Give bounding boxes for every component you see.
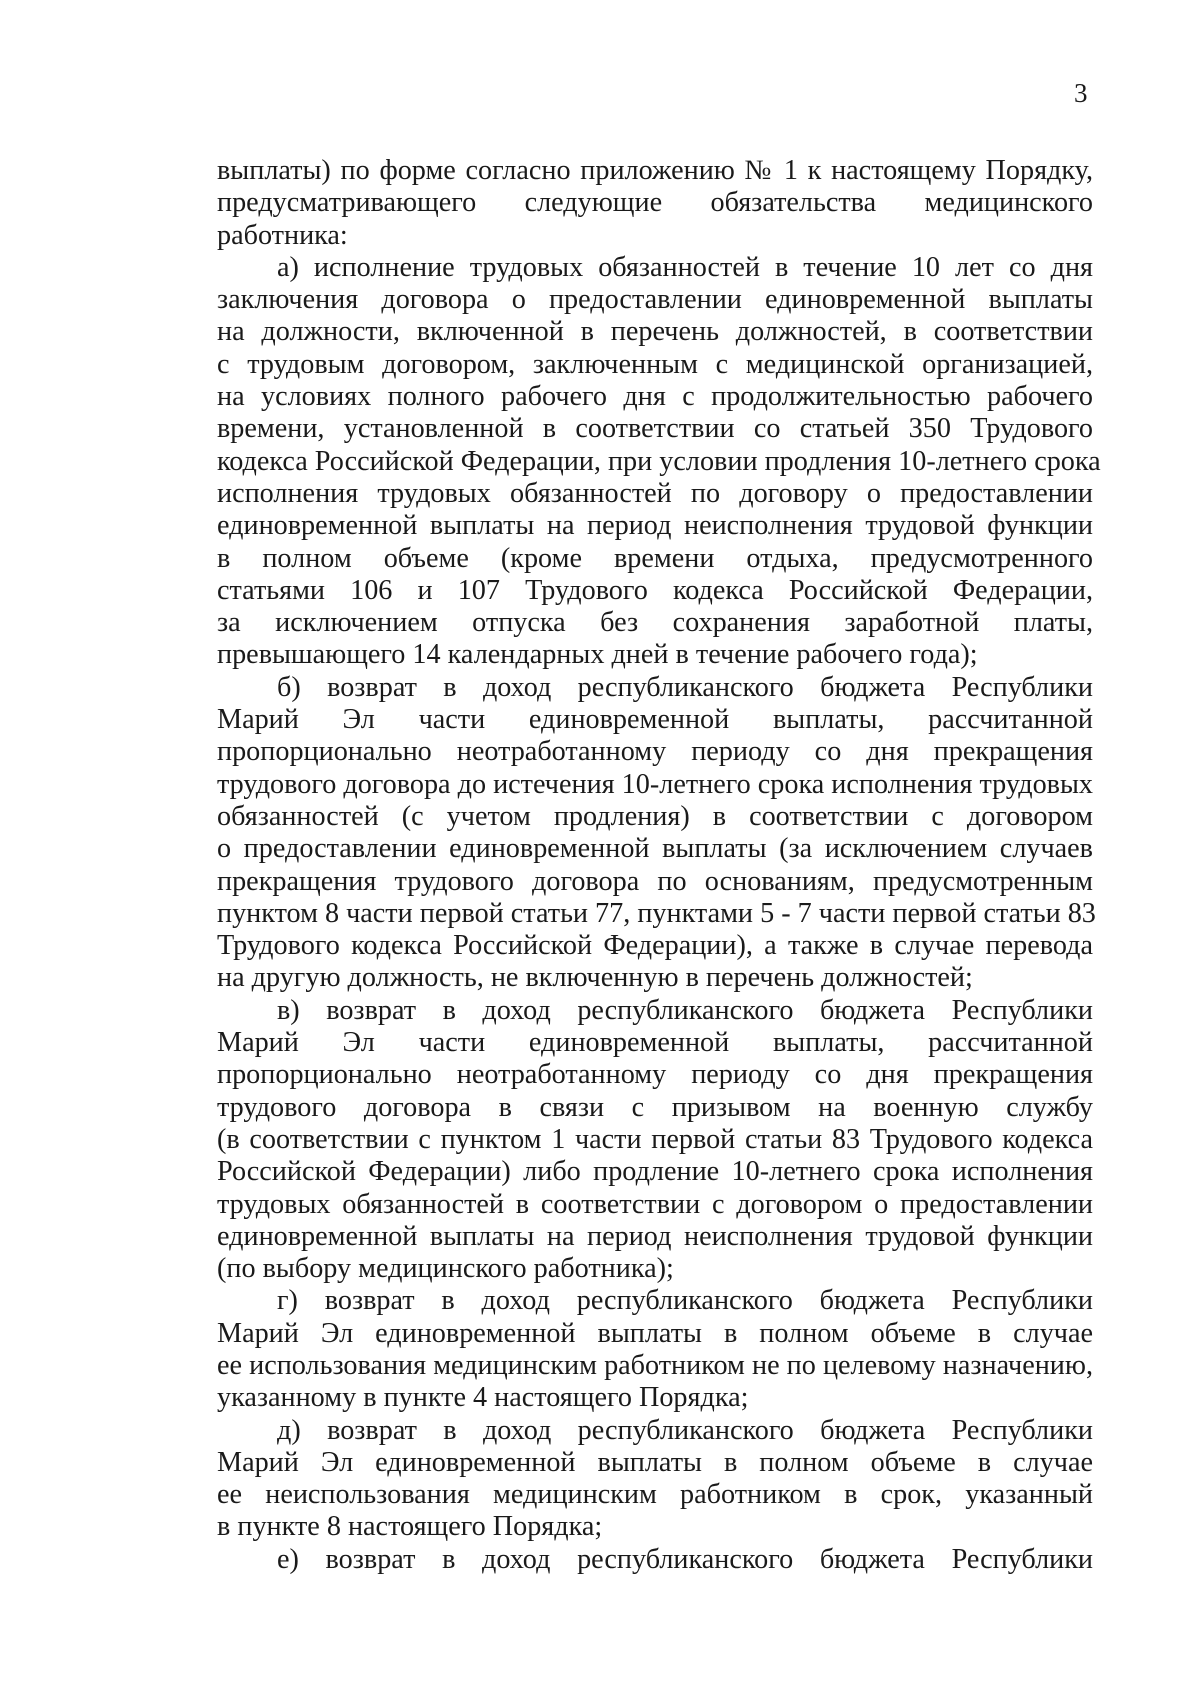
text-line: на другую должность, не включенную в перечень должностей; bbox=[217, 962, 973, 994]
text-line: пропорционально неотработанному периоду со дня прекращения bbox=[217, 736, 1093, 768]
text-line: Трудового кодекса Российской Федерации), а также в случае перевода bbox=[217, 930, 1093, 962]
text-line: б) возврат в доход республиканского бюджета Республики bbox=[277, 671, 1093, 703]
text-line: (в соответствии с пунктом 1 части первой статьи 83 Трудового кодекса bbox=[217, 1123, 1093, 1155]
text-line: времени, установленной в соответствии со статьей 350 Трудового bbox=[217, 413, 1093, 445]
text-line: предусматривающего следующие обязательства медицинского bbox=[217, 187, 1093, 219]
text-line: работника: bbox=[217, 219, 348, 251]
text-line: Марий Эл части единовременной выплаты, рассчитанной bbox=[217, 704, 1093, 736]
text-line: заключения договора о предоставлении единовременной выплаты bbox=[217, 284, 1093, 316]
text-line: пунктом 8 части первой статьи 77, пунктами 5 - 7 части первой статьи 83 bbox=[217, 897, 1096, 929]
text-line: (по выбору медицинского работника); bbox=[217, 1253, 674, 1285]
paragraph-intro bbox=[217, 155, 1093, 252]
text-line: статьями 106 и 107 Трудового кодекса Российской Федерации, bbox=[217, 574, 1093, 606]
text-line: кодекса Российской Федерации, при условии продления 10-летнего срока bbox=[217, 445, 1101, 477]
text-line: превышающего 14 календарных дней в течение рабочего года); bbox=[217, 639, 978, 671]
text-line: обязанностей (с учетом продления) в соответствии с договором bbox=[217, 800, 1093, 832]
text-line: в) возврат в доход республиканского бюджета Республики bbox=[277, 994, 1093, 1026]
text-line: Марий Эл единовременной выплаты в полном объеме в случае bbox=[217, 1446, 1093, 1478]
text-line: на должности, включенной в перечень должностей, в соответствии bbox=[217, 316, 1093, 348]
text-line: г) возврат в доход республиканского бюджета Республики bbox=[277, 1285, 1093, 1317]
text-line: исполнения трудовых обязанностей по договору о предоставлении bbox=[217, 477, 1093, 509]
paragraph-item-g bbox=[217, 1285, 1093, 1414]
text-line: Марий Эл единовременной выплаты в полном объеме в случае bbox=[217, 1317, 1093, 1349]
text-line: в полном объеме (кроме времени отдыха, предусмотренного bbox=[217, 542, 1093, 574]
paragraph-item-d bbox=[217, 1415, 1093, 1544]
text-line: указанному в пункте 4 настоящего Порядка; bbox=[217, 1382, 749, 1414]
text-line: в пункте 8 настоящего Порядка; bbox=[217, 1511, 603, 1543]
text-line: о предоставлении единовременной выплаты (за исключением случаев bbox=[217, 833, 1093, 865]
text-line: ее неиспользования медицинским работником в срок, указанный bbox=[217, 1479, 1093, 1511]
text-line: трудовых обязанностей в соответствии с договором о предоставлении bbox=[217, 1188, 1093, 1220]
paragraph-item-a bbox=[217, 251, 1101, 672]
page-number: 3 bbox=[1074, 78, 1088, 108]
paragraph-item-v bbox=[217, 995, 1093, 1286]
text-line: единовременной выплаты на период неисполнения трудовой функции bbox=[217, 1220, 1093, 1252]
text-line: а) исполнение трудовых обязанностей в течение 10 лет со дня bbox=[277, 251, 1093, 283]
text-line: трудового договора в связи с призывом на военную службу bbox=[217, 1091, 1093, 1123]
text-line: выплаты) по форме согласно приложению № 1 к настоящему Порядку, bbox=[217, 155, 1093, 186]
text-line: трудового договора до истечения 10-летнего срока исполнения трудовых bbox=[217, 768, 1093, 800]
text-line: Марий Эл части единовременной выплаты, рассчитанной bbox=[217, 1027, 1093, 1059]
text-line: д) возврат в доход республиканского бюджета Республики bbox=[277, 1414, 1093, 1446]
paragraph-item-b bbox=[217, 671, 1096, 995]
paragraph-item-e bbox=[217, 1544, 1093, 1576]
text-line: Российской Федерации) либо продление 10-летнего срока исполнения bbox=[217, 1156, 1093, 1188]
document-body bbox=[217, 155, 1101, 1576]
text-line: на условиях полного рабочего дня с продолжительностью рабочего bbox=[217, 381, 1093, 413]
text-line: прекращения трудового договора по основаниям, предусмотренным bbox=[217, 865, 1093, 897]
text-line: ее использования медицинским работником не по целевому назначению, bbox=[217, 1349, 1093, 1381]
text-line: е) возврат в доход республиканского бюджета Республики bbox=[277, 1543, 1093, 1575]
text-line: пропорционально неотработанному периоду со дня прекращения bbox=[217, 1059, 1093, 1091]
text-line: за исключением отпуска без сохранения заработной платы, bbox=[217, 607, 1093, 639]
text-line: с трудовым договором, заключенным с медицинской организацией, bbox=[217, 348, 1093, 380]
text-line: единовременной выплаты на период неисполнения трудовой функции bbox=[217, 510, 1093, 542]
